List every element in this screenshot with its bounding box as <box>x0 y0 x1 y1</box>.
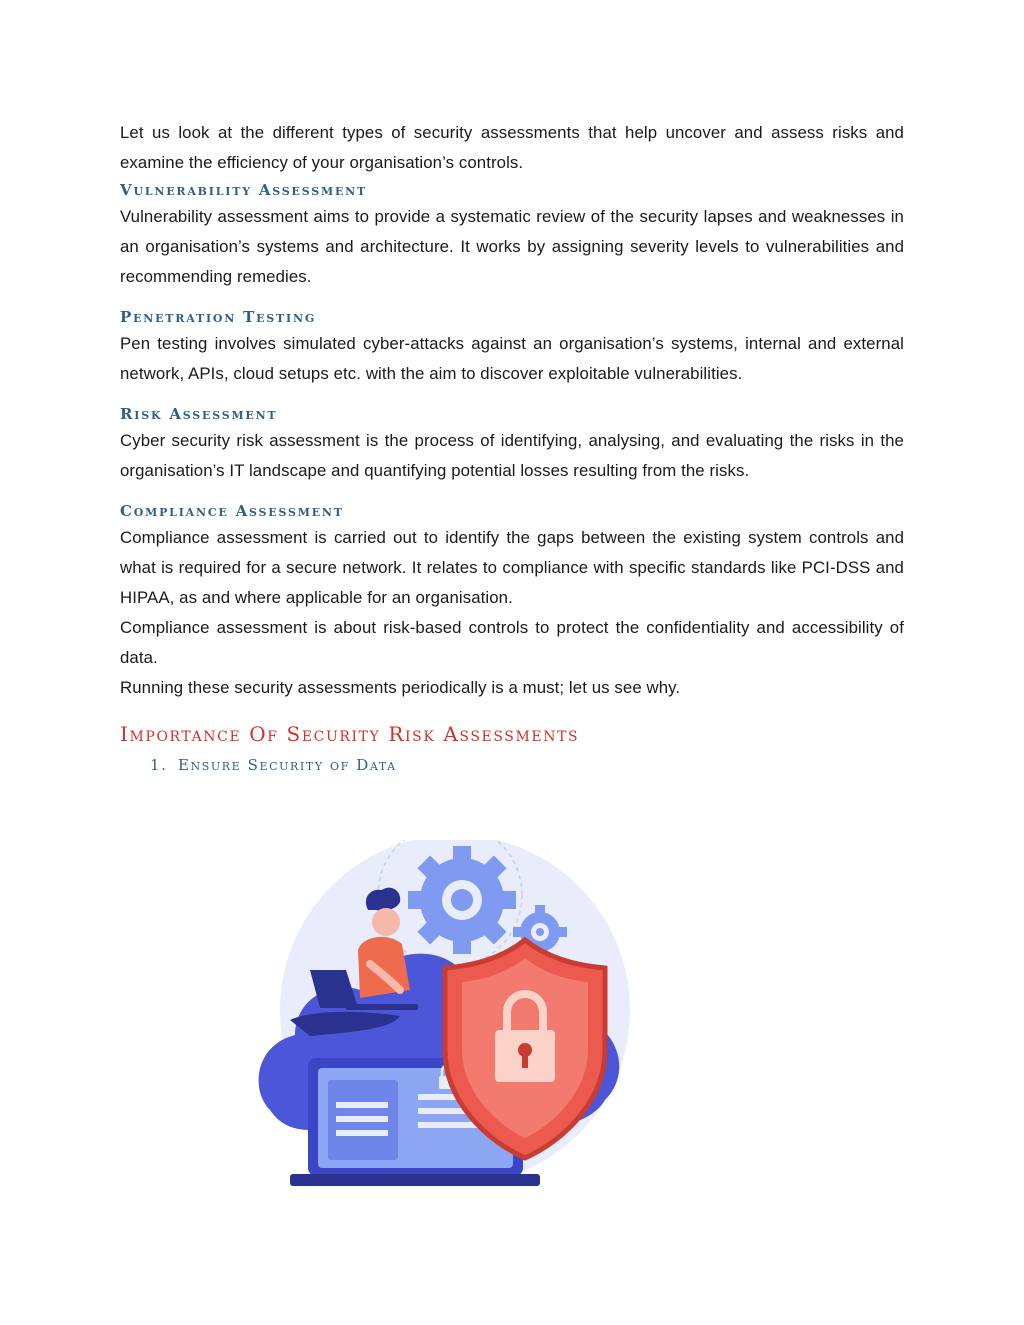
importance-heading: Importance Of Security Risk Assessments <box>120 722 580 746</box>
section-paragraph: Pen testing involves simulated cyber-attacks against an organisation’s systems, internal and external network, APIs, cloud setups etc. with the aim to discover exploitable vulnerabilities. <box>120 334 904 383</box>
list-number: 1. <box>150 756 168 774</box>
section-compliance-assessment <box>120 499 904 703</box>
section-vulnerability-assessment <box>120 178 904 292</box>
section-paragraph: Compliance assessment is about risk-based controls to protect the confidentiality and accessibility of data. <box>120 618 904 667</box>
section-heading: Compliance Assessment <box>120 502 344 520</box>
section-penetration-testing <box>120 305 904 389</box>
section-heading: Risk Assessment <box>120 405 278 423</box>
section-paragraph: Running these security assessments periodically is a must; let us see why. <box>120 678 681 697</box>
intro-paragraph: Let us look at the different types of security assessments that help uncover and assess risks and examine the efficiency of your organisation’s controls. <box>120 123 904 172</box>
section-paragraph: Compliance assessment is carried out to identify the gaps between the existing system controls and what is required for a secure network. It relates to compliance with specific standards like PCI-DSS and HIPAA, as and where applicable for an organisation. <box>120 528 904 607</box>
section-risk-assessment <box>120 402 904 486</box>
section-heading: Penetration Testing <box>120 308 317 326</box>
section-heading: Vulnerability Assessment <box>120 181 367 199</box>
gear-icon <box>408 846 516 954</box>
list-label: Ensure Security of Data <box>178 756 397 774</box>
security-illustration <box>250 840 650 1200</box>
section-paragraph: Cyber security risk assessment is the process of identifying, analysing, and evaluating the risks in the organisation’s IT landscape and quantifying potential losses resulting from the risks. <box>120 431 904 480</box>
illustration-svg <box>250 840 650 1200</box>
document-page <box>120 118 904 777</box>
section-paragraph: Vulnerability assessment aims to provide a systematic review of the security lapses and weaknesses in an organisation’s systems and architecture. It works by assigning severity levels to vulnerabilities and recommending remedies. <box>120 207 904 286</box>
list-item-ensure-security <box>150 753 904 777</box>
